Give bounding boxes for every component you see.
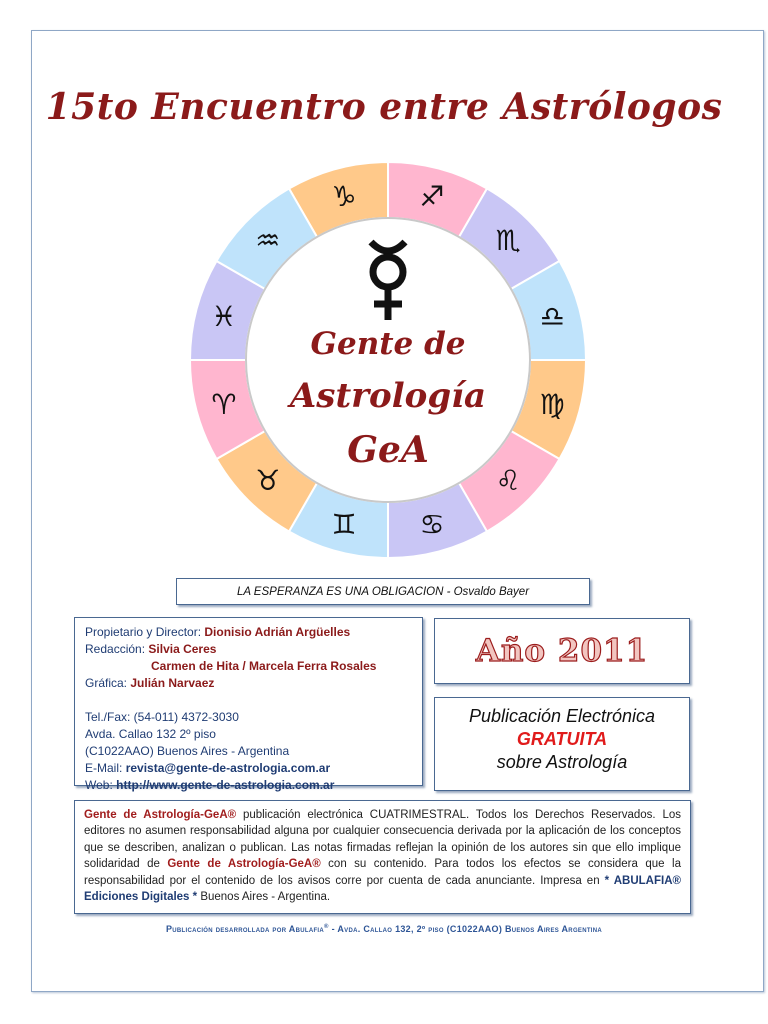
gea-logo	[175, 160, 601, 560]
email-label: E-Mail:	[85, 761, 123, 775]
capricorn-icon: ♑	[331, 179, 357, 213]
publication-free: GRATUITA	[516, 729, 608, 749]
grafica-row	[85, 675, 422, 692]
publication-line-3: sobre Astrología	[496, 752, 628, 772]
web-label: Web:	[85, 778, 113, 792]
year-text: Año 2011	[475, 633, 649, 669]
legal-publisher: * ABULAFIA® Ediciones Digitales *	[84, 874, 681, 904]
legal-text-1: publicación electrónica CUATRIMESTRAL. Todos los Derechos Reservados. Los editores no asumen responsabilidad alguna por cualquier consecuencia derivada por la aplicación de los conceptos que se describen, analizan o publican. Las notas firmadas reflejan la opinión de los autores sin que ello implique solidaridad de	[84, 809, 681, 871]
zodiac-wheel	[175, 160, 601, 560]
redaccion-name-2: Carmen de Hita / Marcela Ferra Rosales	[151, 659, 377, 673]
legal-notice	[74, 800, 691, 914]
grafica-name: Julián Narvaez	[130, 676, 215, 690]
aries-icon: ♈	[211, 387, 237, 421]
redaccion-row-2	[85, 658, 422, 675]
gemini-icon: ♊	[331, 508, 357, 542]
web-link[interactable]: http://www.gente-de-astrologia.com.ar	[116, 778, 335, 792]
pisces-icon: ♓	[211, 300, 237, 334]
director-label: Propietario y Director:	[85, 625, 202, 639]
web-row	[85, 777, 422, 794]
email-link[interactable]: revista@gente-de-astrologia.com.ar	[125, 761, 331, 775]
address-line-2: (C1022AAO) Buenos Aires - Argentina	[85, 744, 290, 758]
redaccion-name-1: Silvia Ceres	[148, 642, 217, 656]
aquarius-icon: ♒	[255, 223, 281, 257]
logo-line-3: GeA	[347, 429, 429, 471]
footer-part-2: - Avda. Callao 132, 2º piso (C1022AAO) Buenos Aires Argentina	[328, 924, 603, 934]
phone-row: Tel./Fax: (54-011) 4372-3030	[85, 710, 239, 724]
legal-brand-1: Gente de Astrología-GeA®	[84, 809, 237, 821]
cancer-icon: ♋	[419, 508, 445, 542]
publication-line-1: Publicación Electrónica	[468, 706, 656, 726]
libra-icon: ♎	[539, 300, 565, 334]
quote-box	[176, 578, 590, 605]
legal-text-3: Buenos Aires - Argentina.	[197, 891, 331, 904]
legal-brand-2: Gente de Astrología-GeA®	[167, 858, 321, 871]
legal-text-2: con su contenido. Para todos los efectos se considera que la responsabilidad por el contenido de los avisos corre por cuenta de cada anunciante. Impresa en	[84, 858, 681, 887]
logo-line-1: Gente de	[310, 326, 466, 362]
redaccion-label: Redacción:	[85, 642, 146, 656]
grafica-label: Gráfica:	[85, 676, 128, 690]
staff-box	[74, 617, 423, 792]
footer-part-1: Publicación desarrollada por Abulafia	[165, 924, 325, 934]
scorpio-icon: ♏	[495, 223, 521, 257]
sagittarius-icon: ♐	[419, 179, 445, 213]
redaccion-row	[85, 641, 422, 658]
publication-box	[434, 697, 690, 791]
leo-icon: ♌	[495, 464, 521, 498]
virgo-icon: ♍	[539, 387, 565, 421]
director-row	[85, 624, 422, 641]
quote-text: LA ESPERANZA ES UNA OBLIGACION - Osvaldo Bayer	[236, 585, 530, 598]
email-row	[85, 760, 422, 777]
director-name: Dionisio Adrián Argüelles	[204, 625, 351, 639]
address-line-1: Avda. Callao 132 2º piso	[85, 727, 216, 741]
footer-registered: ®	[324, 924, 329, 930]
logo-line-2: Astrología	[289, 376, 487, 416]
page-title: 15to Encuentro entre Astrólogos	[45, 86, 723, 128]
footer	[0, 924, 768, 934]
year-box	[434, 618, 690, 684]
taurus-icon: ♉	[255, 464, 281, 498]
